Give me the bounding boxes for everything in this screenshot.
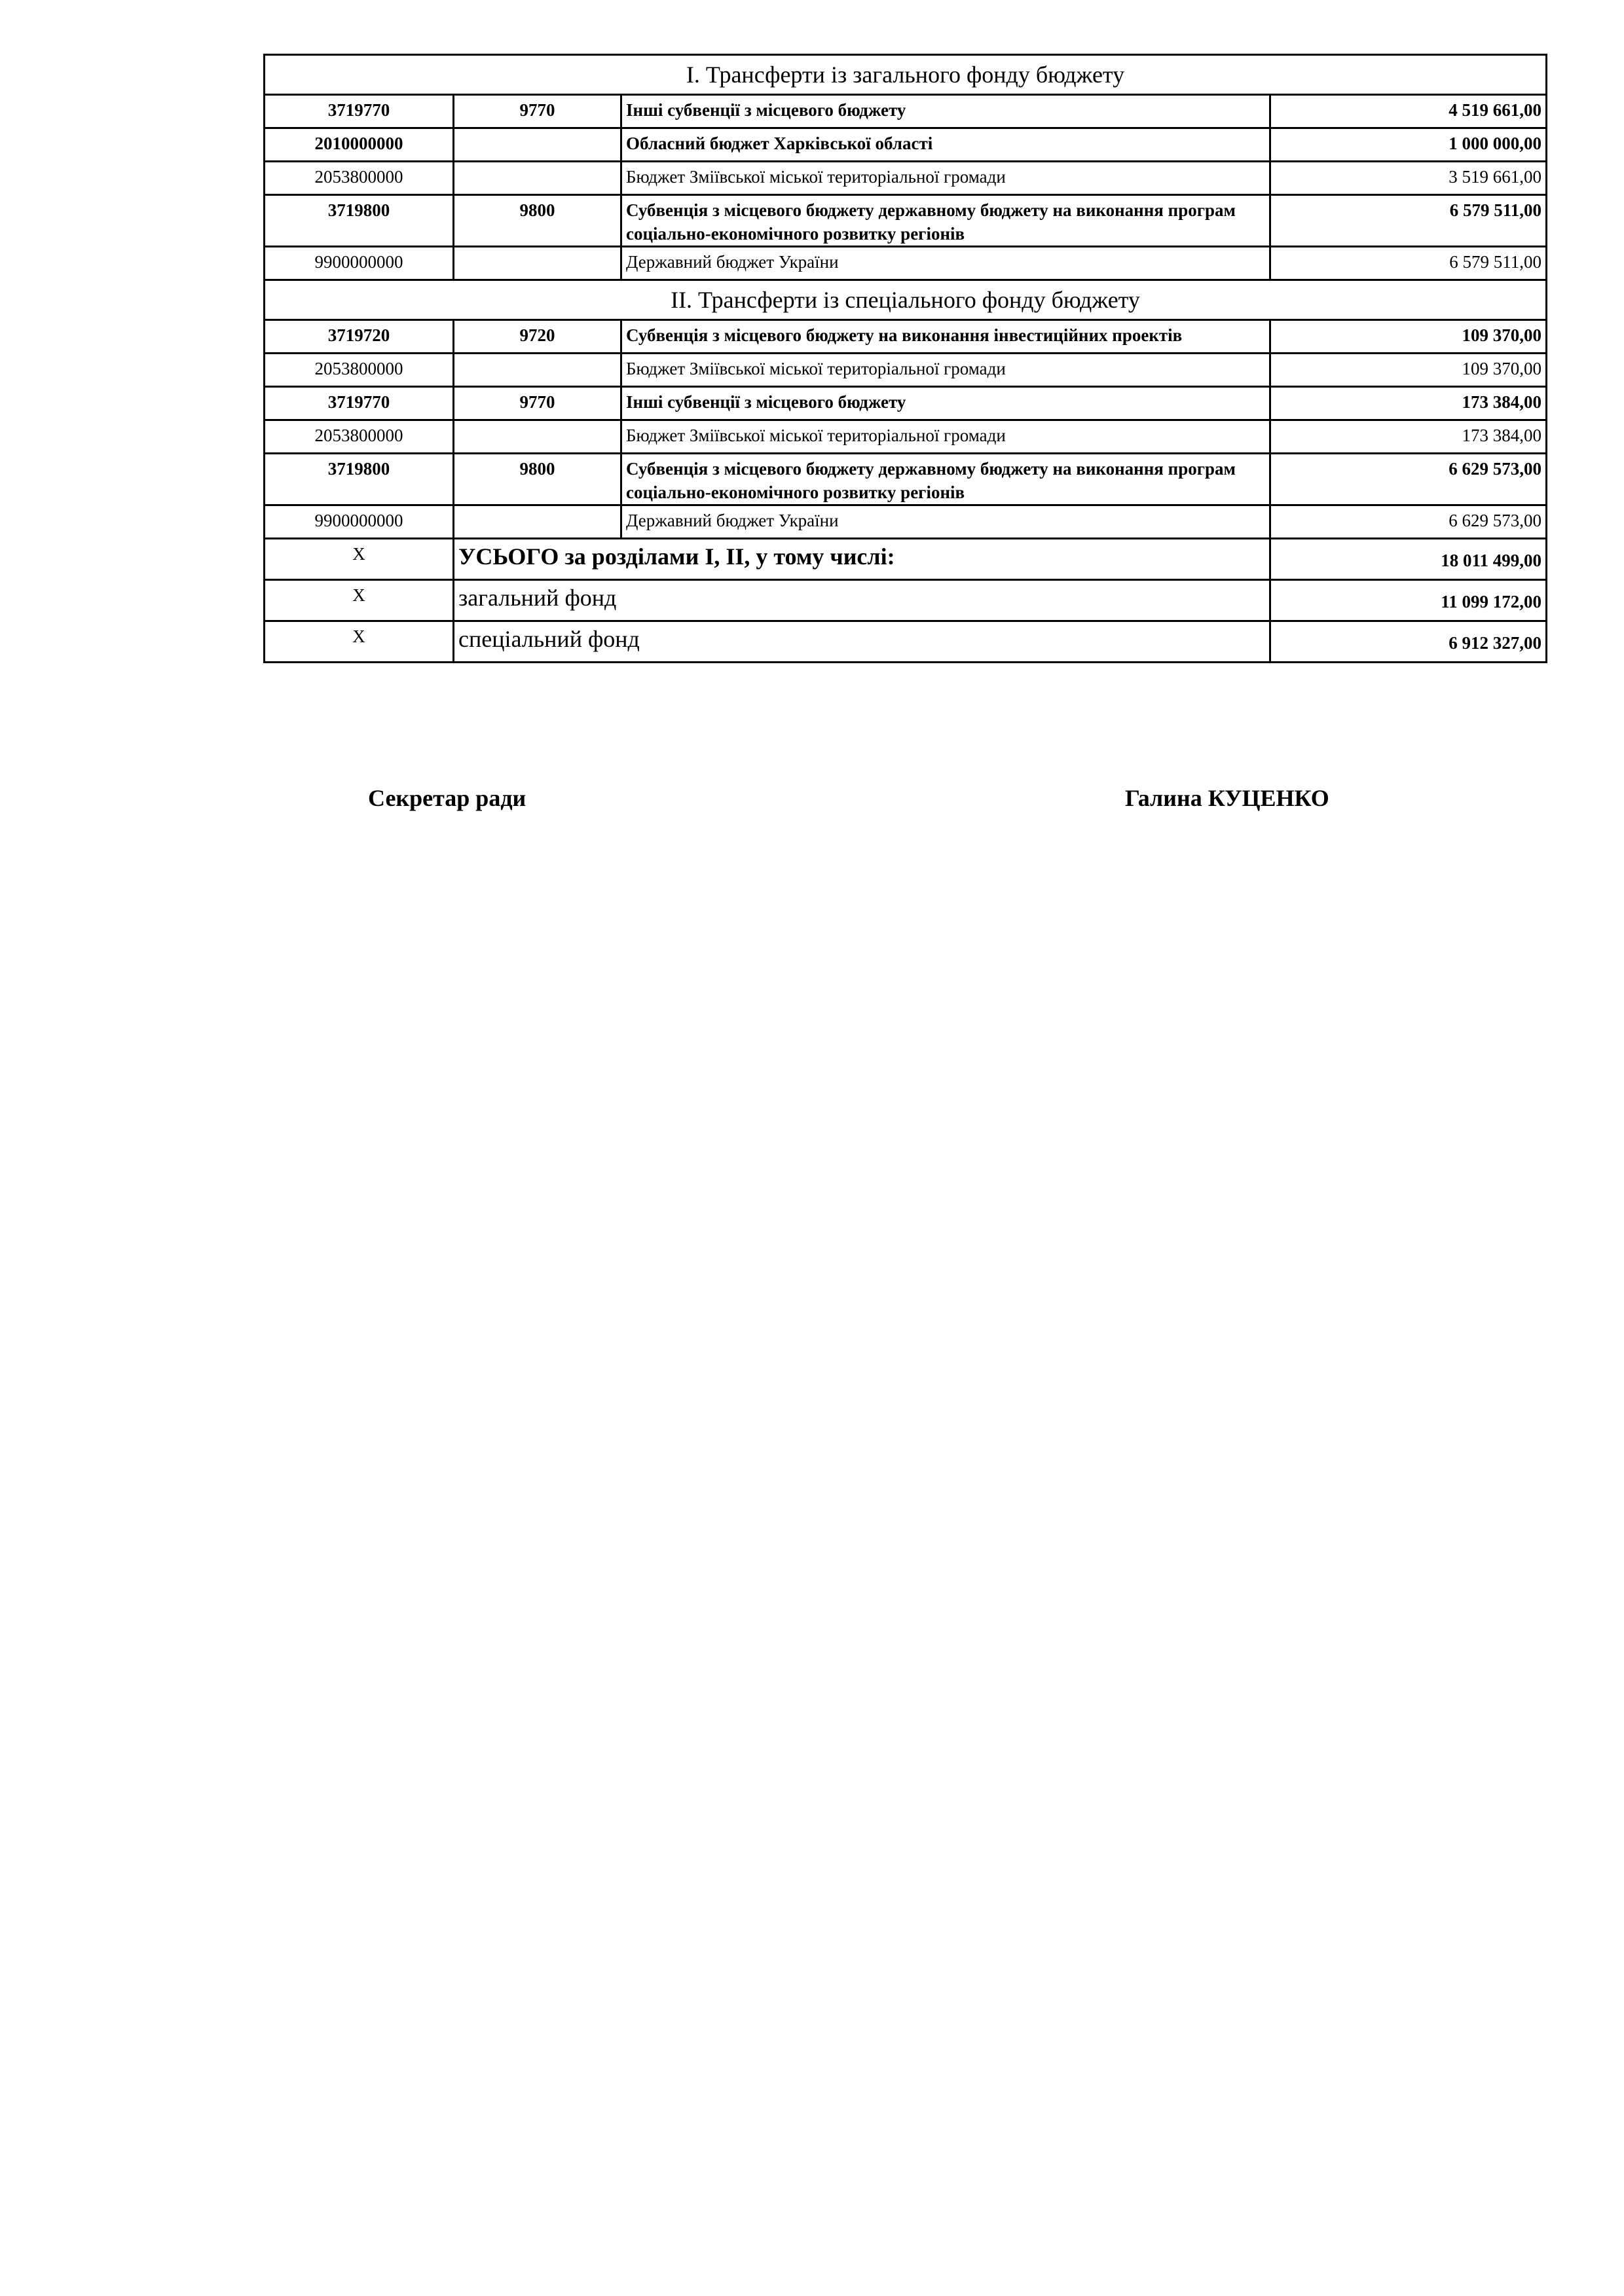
amount-cell: 173 384,00 <box>1270 387 1547 420</box>
table-row <box>265 95 1547 128</box>
transfers-table <box>263 54 1547 663</box>
budget-code-cell: 2053800000 <box>265 420 454 454</box>
signatory-name: Галина КУЦЕНКО <box>1125 785 1329 811</box>
transfer-name-cell: Бюджет Зміївської міської територіальної громади <box>621 420 1270 454</box>
total-label-cell: загальний фонд <box>454 580 1270 621</box>
budget-code-cell: 3719720 <box>265 320 454 354</box>
transfer-name-cell: Субвенція з місцевого бюджету державному бюджету на виконання програм соціально-економічного розвитку регіонів <box>621 195 1270 247</box>
section-title-general-fund: І. Трансферти із загального фонду бюджету <box>265 55 1547 95</box>
amount-cell: 109 370,00 <box>1270 354 1547 387</box>
program-code-cell <box>454 162 621 195</box>
transfer-name-cell: Інші субвенції з місцевого бюджету <box>621 387 1270 420</box>
amount-cell: 6 629 573,00 <box>1270 505 1547 539</box>
amount-cell: 6 629 573,00 <box>1270 454 1547 505</box>
signatory-position: Секретар ради <box>368 785 526 811</box>
total-row <box>265 580 1547 621</box>
budget-code-cell: 3719770 <box>265 95 454 128</box>
budget-code-cell: 3719770 <box>265 387 454 420</box>
table-row <box>265 247 1547 280</box>
table-row <box>265 505 1547 539</box>
amount-cell: 1 000 000,00 <box>1270 128 1547 162</box>
amount-cell: 6 579 511,00 <box>1270 195 1547 247</box>
total-row <box>265 539 1547 580</box>
table-row <box>265 320 1547 354</box>
program-code-cell <box>454 505 621 539</box>
total-mark-cell: X <box>265 621 454 663</box>
total-amount-cell: 18 011 499,00 <box>1270 539 1547 580</box>
transfer-name-cell: Обласний бюджет Харківської області <box>621 128 1270 162</box>
program-code-cell: 9720 <box>454 320 621 354</box>
amount-cell: 3 519 661,00 <box>1270 162 1547 195</box>
table-row <box>265 162 1547 195</box>
amount-cell: 4 519 661,00 <box>1270 95 1547 128</box>
amount-cell: 173 384,00 <box>1270 420 1547 454</box>
total-row <box>265 621 1547 663</box>
budget-code-cell: 3719800 <box>265 454 454 505</box>
budget-code-cell: 9900000000 <box>265 505 454 539</box>
budget-code-cell: 2053800000 <box>265 162 454 195</box>
transfer-name-cell: Субвенція з місцевого бюджету на виконання інвестиційних проектів <box>621 320 1270 354</box>
table-row <box>265 420 1547 454</box>
total-label-cell: спеціальний фонд <box>454 621 1270 663</box>
program-code-cell: 9770 <box>454 95 621 128</box>
table-row <box>265 128 1547 162</box>
transfer-name-cell: Бюджет Зміївської міської територіальної громади <box>621 354 1270 387</box>
program-code-cell: 9800 <box>454 195 621 247</box>
total-mark-cell: X <box>265 580 454 621</box>
section-header-row <box>265 280 1547 320</box>
total-amount-cell: 11 099 172,00 <box>1270 580 1547 621</box>
amount-cell: 6 579 511,00 <box>1270 247 1547 280</box>
program-code-cell <box>454 128 621 162</box>
transfer-name-cell: Інші субвенції з місцевого бюджету <box>621 95 1270 128</box>
section-title-special-fund: ІІ. Трансферти із спеціального фонду бюджету <box>265 280 1547 320</box>
program-code-cell <box>454 354 621 387</box>
table-row <box>265 387 1547 420</box>
program-code-cell <box>454 420 621 454</box>
transfer-name-cell: Бюджет Зміївської міської територіальної громади <box>621 162 1270 195</box>
budget-code-cell: 2053800000 <box>265 354 454 387</box>
transfer-name-cell: Державний бюджет України <box>621 247 1270 280</box>
budget-code-cell: 2010000000 <box>265 128 454 162</box>
section-header-row <box>265 55 1547 95</box>
total-mark-cell: X <box>265 539 454 580</box>
transfer-name-cell: Субвенція з місцевого бюджету державному бюджету на виконання програм соціально-економічного розвитку регіонів <box>621 454 1270 505</box>
table-row <box>265 354 1547 387</box>
amount-cell: 109 370,00 <box>1270 320 1547 354</box>
transfer-name-cell: Державний бюджет України <box>621 505 1270 539</box>
program-code-cell: 9770 <box>454 387 621 420</box>
table-row <box>265 454 1547 505</box>
program-code-cell <box>454 247 621 280</box>
budget-code-cell: 3719800 <box>265 195 454 247</box>
program-code-cell: 9800 <box>454 454 621 505</box>
table-row <box>265 195 1547 247</box>
total-label-cell: УСЬОГО за розділами І, ІІ, у тому числі: <box>454 539 1270 580</box>
total-amount-cell: 6 912 327,00 <box>1270 621 1547 663</box>
budget-code-cell: 9900000000 <box>265 247 454 280</box>
